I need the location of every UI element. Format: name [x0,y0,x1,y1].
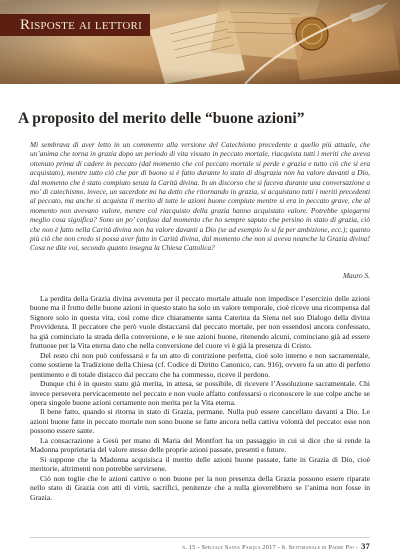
header-collage-image [0,0,400,84]
answer-paragraph: Del resto chi non può confessarsi e fa un atto di contrizione perfetta, cioè solo interno e non sacramentale, come sostiene la Tradizione della Chiesa (cf. Codice di Diritto Canonico, can. 916), ovvero fa un atto di perfetto pentimento e di totale distacco dal peccato che ha commesso, riceve il perdono. [30,350,370,379]
reader-letter: Mi sembrava di aver letto in un commento alla versione del Catechismo precedente a quello più attuale, che un’anima che torna in grazia dopo un periodo di vita vissuto in peccato mortale, riacquista tutti i meriti che aveva ottenuto prima di cadere in peccato (dal momento che col peccato mortale si perde e grazia e tutto ciò che si era acquistato), mentre tutto ciò che pur di buono si è fatto durante lo stato di disgrazia non ha valore davanti a Dio, dal momento che è stato compiuto senza la Carità divina. In un discorso che si faceva durante una conversazione a mo’ di catechismo, invece, un sacerdote mi ha detto che ritornando in grazia, si acquistano tutti i meriti precedenti al peccato, ma anche si acquista il merito di tutte le azioni buone compiute mentre si era in peccato grave, che al momento non avevano valore, mentre col riacquisto della grazia hanno acquistato valore. Potrebbe spiegarmi meglio cosa significa? Sono un po’ confuso dal momento che ho sempre saputo che persino in stato di grazia, ciò che non è fatto nella Carità divina non ha valore davanti a Dio (se ad esempio lo si fa per ambizione, ecc.); quanto più ciò che non credo si possa aver fatto in Carità divina, dal momento che non si aveva neanche la Grazia divina! Cosa ne dite voi, secondo quanto insegna la Chiesa Cattolica? [30,140,370,253]
page-number: 37 [361,541,370,551]
page-footer [182,541,370,551]
answer-body [30,294,370,502]
letter-signature: Mauro S. [342,271,370,280]
answer-paragraph: La perdita della Grazia divina avvenuta per il peccato mortale attuale non impedisce l’esercizio delle azioni buone ma il frutto delle buone azioni in questo stato ha solo un valore temporale, cioè riceve una ricompensa dal Signore solo in questa vita, così come dice chiaramente santa Caterina da Siena nel suo Dialogo della divina Provvidenza. Il peccatore che però vuole distaccarsi dal peccato mortale, per non essendosi ancora confessato, ha già cominciato la strada della conversione, e le sue azioni buone, ritenendo alcuni, cominciano già ad essere fruttuose per la Vita eterna dato che nella conversione del cuore vi è già la presenza di Cristo. [30,294,370,351]
section-label-text: Risposte ai lettori [20,16,142,33]
answer-paragraph: Il bene fatto, quando si ritorna in stato di Grazia, permane. Nulla può essere cancellato davanti a Dio. Le azioni buone fatte in peccato mortale non sono buone se fatte ancora nella cattiva volontà del peccato: esse non possono essere sante. [30,407,370,436]
footer-issue-text: n. 15 - Speciale Santa Pasqua 2017 - Il Settimanale di Padre Pio - [182,544,359,551]
article-title: A proposito del merito delle “buone azioni” [18,110,305,127]
answer-paragraph: Si suppone che la Madonna acquisisca il merito delle azioni buone passate, fatte in Grazia di Dio, cioè meritorie, altrimenti non potrebbe servirsene. [30,454,370,474]
answer-paragraph: La consacrazione a Gesù per mano di Maria del Montfort ha un passaggio in cui si dice che si rende la Madonna proprietaria del valore stesso delle proprie azioni passate, presenti e future. [30,435,370,455]
section-label [0,14,150,36]
answer-paragraph: Ciò non toglie che le azioni cattive o non buone per la non presenza della Grazia possono essere riparate nello stato di Grazia con atti di virtù, sacrifici, penitenze che a nulla gioverebbero se l’anima non fosse in Grazia. [30,473,370,502]
header-photo [0,0,400,84]
answer-paragraph: Dunque chi è in questo stato già merita, in attesa, se possibile, di ricevere l’Assoluzione sacramentale. Chi invece persevera pervicacemente nel peccato e non vuole affatto confessarsi o riconoscere le sue colpe anche se opera singole buone azioni certamente non merita per la Vita eterna. [30,379,370,407]
footer-divider [30,537,370,538]
